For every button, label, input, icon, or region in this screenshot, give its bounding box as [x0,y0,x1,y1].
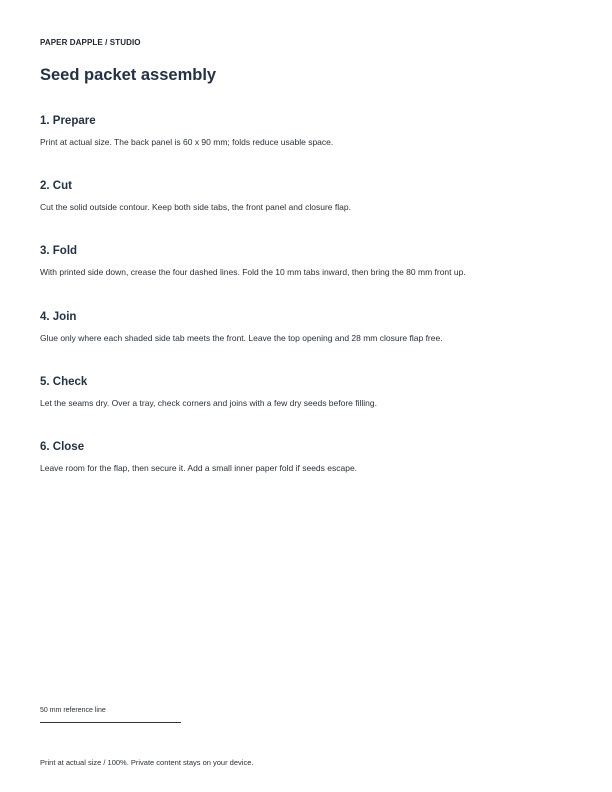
step-heading: 4. Join [40,310,77,323]
page-title: Seed packet assembly [40,66,217,84]
step-heading: 2. Cut [40,180,72,193]
step-heading: 5. Check [40,375,88,388]
step-close [40,440,580,505]
step-body: Leave room for the flap, then secure it. Add a small inner paper fold if seeds escape. [40,462,358,473]
step-join [40,310,580,375]
footer-note: Print at actual size / 100%. Private content stays on your device. [40,758,254,767]
step-heading: 6. Close [40,440,85,453]
step-body: Glue only where each shaded side tab meets the front. Leave the top opening and 28 mm closure flap free. [40,332,443,343]
step-body: With printed side down, crease the four dashed lines. Fold the 10 mm tabs inward, then bring the 80 mm front up. [40,267,466,278]
step-heading: 1. Prepare [40,115,96,127]
brand-header: PAPER DAPPLE / STUDIO [40,38,141,47]
reference-line [40,722,181,723]
steps-list [40,114,580,505]
step-prepare [40,114,580,179]
step-body: Cut the solid outside contour. Keep both side tabs, the front panel and closure flap. [40,202,351,213]
step-heading: 3. Fold [40,245,78,258]
reference-line-label: 50 mm reference line [40,707,106,714]
step-fold [40,244,580,309]
step-cut [40,179,580,244]
step-check [40,375,580,440]
step-body: Print at actual size. The back panel is 60 x 90 mm; folds reduce usable space. [40,137,334,147]
step-body: Let the seams dry. Over a tray, check corners and joins with a few dry seeds before filling. [40,397,378,408]
